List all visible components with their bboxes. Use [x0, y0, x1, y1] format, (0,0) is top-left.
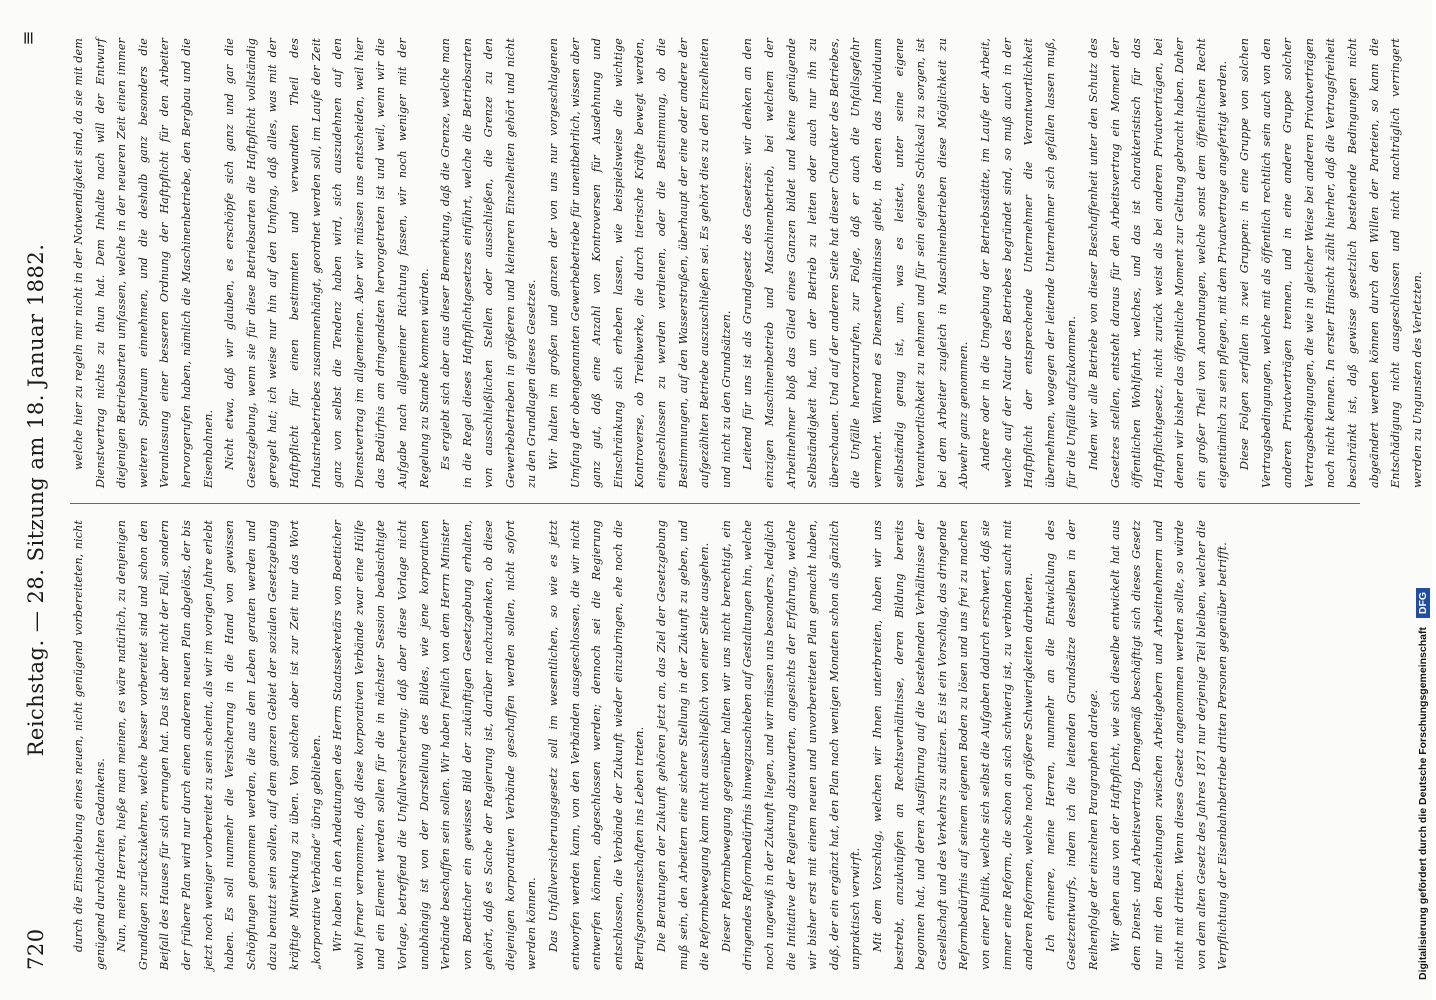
- margin-mark: ≡: [18, 30, 39, 46]
- paragraph: Nicht etwa, daß wir glauben, es erschöpfe sich ganz und gar die Gesetzgebung, wenn sie für diese Betriebsarten die Haftpflicht vollständig geregelt hat; ich weise nur hin auf den Umfang, daß alles, was mit der Haftpflicht für einen bestimmten und verwandten Theil des Industriebetriebes zusammenhängt, geordnet werden soll, im Laufe der Zeit ganz von selbst die Tendenz haben wird, sich auszudehnen auf den Dienstvertrag im allgemeinen. Aber wir müssen uns entscheiden, weil hier das Bedürfnis am dringendsten hervorgetreten ist und weil, wenn wir die Aufgabe nach allgemeiner Richtung fassen, wir noch weniger mit der Regelung zu Stande kommen würden.: [223, 38, 431, 488]
- page-header: [18, 30, 58, 970]
- paragraph: welche hier zu regeln mir nicht in der Notwendigkeit sind, da sie mit dem Dienstvertrag nichts zu thun hat. Dem Inhalte nach will der Entwurf diejenigen Betriebsarten umfassen, welche in der neueren Zeit einen immer weiteren Spielraum einnehmen, und die deshalb ganz besonders die Veranlassung einer besseren Ordnung der Haftpflicht für den Arbeiter hervorgerufen haben, nämlich die Maschinenbetriebe, den Bergbau und die Eisenbahnen.: [72, 38, 215, 488]
- paragraph: Wir haben in den Andeutungen des Herrn Staatssekretärs von Boetticher wohl ferner vernommen, daß diese korporativen Verbände zwar eine Hülfe und ein Element werden sollen für die in nächster Session beabsichtigte Vorlage, betreffend die Unfallversicherung; daß aber diese Vorlage nicht unabhängig ist von der Darstellung des Bildes, wie jene korporativen Verbände beschaffen sein sollen. Wir haben freilich von dem Herrn Minister von Boetticher ein gewisses Bild der zukünftigen Gesetzgebung erhalten, gehört, daß es Sache der Regierung ist, darüber nachzudenken, ob diese diejenigen korporativen Verbände geschaffen werden sollen, nicht sofort werden können.: [331, 520, 539, 970]
- dfg-credit-strip: [1406, 0, 1432, 1000]
- paragraph: Wir halten im großen und ganzen der von uns nur vorgeschlagenen Umfang der obengenannten Gewerbebetriebe für unentbehrlich, wissen aber ganz gut, daß eine Anzahl von Kontroversen für Ausdehnung und Einschränkung sich erheben lassen, wie beispielsweise die wichtige Kontroverse, ob Treibwerke, die durch tierische Kräfte bewegt werden, eingeschlossen zu werden verdienen, oder die Bestimmung, ob die Bestimmungen, auf den Wasserstraßen, überhaupt der eine oder andere der aufgezählten Betriebe auszuschließen sei. Es gehört dies zu den Einzelheiten und nicht zu den Grundsätzen.: [547, 38, 733, 488]
- paragraph: Dieser Reformbewegung gegenüber halten wir uns nicht berechtigt, ein dringendes Reformbedürfnis hinwegzuschieben auf Gestaltungen hin, welche noch ungewiß in der Zukunft liegen, und wir müssen uns besonders, lediglich die Initiative der Regierung abzuwarten, angesichts der Erfahrung, welche wir bisher erst mit einem neuen und unvorbereiteten Plan gemacht haben, daß, der ein ergänzt hat, den Plan nach wenigen Monaten schon als gänzlich unpraktisch verwirft.: [719, 520, 863, 970]
- dfg-credit-text: [1410, 0, 1436, 1000]
- paragraph: Nun, meine Herren, hieße man meinen, es wäre natürlich, zu denjenigen Grundlagen zurückzukehren, welche besser vorbereitet sind und schon den Beifall des Hauses für sich errungen hat. Das ist aber nicht der Fall, sondern der frühere Plan wird nur durch einen anderen neuen Plan abgelöst, der bis jetzt noch weniger vorbereitet zu sein scheint, als wir im vorigen Jahre erlebt haben. Es soll nunmehr die Versicherung in die Hand von gewissen Schöpfungen genommen werden, die aus dem Leben geraten werden und dazu benutzt sein sollen, auf dem ganzen Gebiet der sozialen Gesetzgebung kräftige Mitwirkung zu üben. Von solchen aber ist zur Zeit nur das Wort „korporative Verbände“ übrig geblieben.: [115, 520, 323, 970]
- paragraph: Diese Folgen zerfallen in zwei Gruppen: in eine Gruppe von solchen Vertragsbedingungen, welche mit als öffentlich rechtlich sein auch von den anderen Privatverträgen trennen, und in eine andere Gruppe solcher Vertragsbedingungen, die wie in gleicher Weise bei anderen Privatverträgen noch nicht kennen. In erster Hinsicht zählt hierher, daß die Vertragsfreiheit beschränkt ist, daß gewisse gesetzlich bestehende Bedingungen nicht abgeändert werden können durch den Willen der Parteien, so kann die Entschädigung nicht ausgeschlossen und nicht nachträglich verringert werden zu Ungunsten des Verletzten.: [1238, 38, 1424, 488]
- page-number: 720: [24, 928, 48, 970]
- column-divider: [70, 503, 1360, 504]
- paragraph: Indem wir alle Betriebe von dieser Beschaffenheit unter den Schutz des Gesetzes stellen, entsteht daraus für den Arbeitsvertrag ein Moment der öffentlichen Wohlfahrt, welches, und das ist charakteristisch für das Haftpflichtgesetz, nicht zurück weist als bei anderen Privatverträgen, bei denen wir bisher das öffentliche Moment zur Geltung gebracht haben. Daher ein großer Theil von Anordnungen, welche sonst dem öffentlichen Recht eigentümlich zu sein pflegen, mit dem Privatvertrage angefertigt werden.: [1086, 38, 1230, 488]
- paragraph: Wir gehen aus von der Haftpflicht, wie sich dieselbe entwickelt hat aus dem Dienst- und Arbeitsvertrag. Demgemäß beschäftigt sich dieses Gesetz nur mit den Beziehungen zwischen Arbeitgebern und Arbeitnehmern und nicht mit dritten. Wenn dieses Gesetz angenommen werden sollte, so würde von dem alten Gesetz des Jahres 1871 nur derjenige Teil bleiben, welcher die Verpflichtung der Eisenbahnbetriebe dritten Personen gegenüber betrifft.: [1108, 520, 1230, 970]
- dfg-credit-label: Digitalisierung gefördert durch die Deutsche Forschungsgemeinschaft: [1417, 627, 1429, 980]
- session-title: Reichstag. — 28. Sitzung am 18. Januar 1882.: [24, 243, 48, 757]
- paragraph: durch die Einschiebung eines neuen, nicht genügend vorbereiteten, nicht genügend durchdachten Gedankens.: [72, 520, 107, 970]
- paragraph: Mit dem Vorschlag, welchen wir Ihnen unterbreiten, haben wir uns bestrebt, anzuknüpfen an Rechtsverhältnisse, deren Bildung bereits begonnen hat, und deren Ausführung auf die bestehenden Verhältnisse der Gesellschaft und des Verkehrs zu stützen. Es ist ein Vorschlag, das dringende Reformbedürfnis auf seinem eigenen Boden zu lösen und uns frei zu machen von einer Politik, welche sich selbst die Aufgaben dadurch erschwert, daß sie immer eine Reform, die schon an sich schwierig ist, zu verbinden sucht mit anderen Reformen, welche noch größere Schwierigkeiten darbieten.: [870, 520, 1036, 970]
- paragraph: Ich erinnere, meine Herren, nunmehr an die Entwicklung des Gesetzentwurfs, indem ich die leitenden Grundsätze desselben in der Reihenfolge der einzelnen Paragraphen darlege.: [1043, 520, 1100, 970]
- left-text-column: [68, 520, 1358, 970]
- paragraph: Das Unfallversicherungsgesetz soll im wesentlichen, so wie es jetzt entworfen werden kann, von den Verbänden ausgeschlossen, die wir nicht entwerfen können, abgeschlossen werden; dennoch sei die Regierung entschlossen, die Verbände der Zukunft wieder einzubringen, ehe noch die Berufsgenossenschaften ins Leben treten.: [547, 520, 647, 970]
- paragraph: Leitend für uns ist als Grundgesetz des Gesetzes: wir denken an den einzigen Maschinenbetrieb und Maschinenbetrieb, bei welchem der Arbeitnehmer bloß das Glied eines Ganzen bildet und keine genügende Selbständigkeit hat, um der Betrieb zu leiten oder auch nur ihn zu überschauen. Und auf der anderen Seite hat dieser Charakter des Betriebes, die Unfälle hervorzurufen, zur Folge, daß er auch die Unfallsgefahr vermehrt. Während es Dienstverhältnisse giebt, in denen das Individuum selbständig genug ist, um, was es leistet, unter seine eigene Verantwortlichkeit zu nehmen und für sein eigenes Schicksal zu sorgen, ist bei dem Arbeiter zugleich in Maschinenbetrieben diese Möglichkeit zu Abwehr ganz genommen.: [741, 38, 971, 488]
- paragraph: Es ergiebt sich aber aus dieser Bemerkung, daß die Grenze, welche man in die Regel dieses Haftpflichtgesetzes einführt, welche die Betriebsarten von ausschließlichen Stellen oder ausschließen, die Grenze zu den Gewerbebetrieben in größeren und kleineren Einzelheiten gehört und nicht zu den Grundlagen dieses Gesetzes.: [439, 38, 539, 488]
- dfg-logo: DFG: [1416, 588, 1430, 618]
- paragraph: Die Beratungen der Zukunft gehören jetzt an, das Ziel der Gesetzgebung muß sein, den Arbeitern eine sichere Stellung in der Zukunft zu geben, und die Reformbewegung kann nicht ausschließlich von einer Seite ausgehen.: [655, 520, 712, 970]
- right-text-column: [68, 38, 1424, 488]
- paragraph: Andere oder in die Umgebung der Betriebsstätte, im Laufe der Arbeit, welche auf der Natur des Betriebes begründet sind, so muß auch in der Haftpflicht der entsprechende Unternehmer die Verantwortlichkeit übernehmen, wogegen der leitende Unternehmer sich gefallen lassen muß, für die Unfälle aufzukommen.: [978, 38, 1079, 488]
